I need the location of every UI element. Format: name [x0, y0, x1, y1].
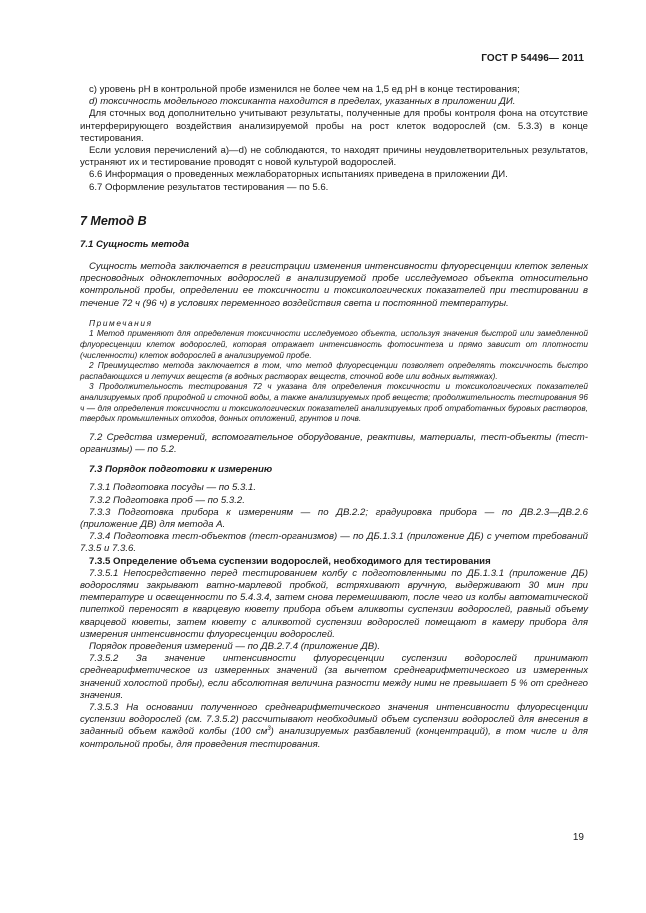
paragraph: Сущность метода заключается в регистрации изменения интенсивности флуоресценции клеток зеленых пресноводных одноклеточных водорослей в анализируемой пробе исследуемого объекта относительно контрольной пробы, определении ее токсичности и токсикологических показателей при тестировании в течение 72 ч (96 ч) в условиях переменного воздействия света и постоянной температуры.: [80, 261, 588, 309]
paragraph: 7.3.3 Подготовка прибора к измерениям — по ДВ.2.2; градуировка прибора — по ДВ.2.3—ДВ.2.6 (приложение ДВ) для метода А.: [80, 506, 588, 530]
note-item: 3 Продолжительность тестирования 72 ч указана для определения токсичности и токсикологических показателей анализируемых проб природной и сточной воды, а также анализируемых проб веществ; продолжительность тестирования 96 ч — для определения токсичности и токсикологических показателей анализируемых проб отработанных буровых растворов, твердых промышленных отходов, донных отложений, грунтов и почв.: [80, 381, 588, 424]
paragraph: c) уровень pH в контрольной пробе изменился не более чем на 1,5 ед pH в конце тестирования;: [89, 84, 520, 95]
subsection-heading: 7.3 Порядок подготовки к измерению: [89, 464, 273, 476]
section-heading: 7 Метод В: [80, 213, 147, 228]
note-item: 1 Метод применяют для определения токсичности исследуемого объекта, используя значения быстрой или замедленной флуоресценции клеток водорослей, которая отражает интенсивность фотосинтеза и прямо зависит от плотности (численности) клеток водорослей в анализируемой пробе.: [80, 328, 588, 360]
paragraph: Для сточных вод дополнительно учитывают результаты, полученные для пробы контроля фона на отсутствие интерферирующего воздействия анализируемой пробы на рост клеток водорослей (см. 5.3.3) в конце тестирования.: [80, 108, 588, 144]
page-number: 19: [572, 832, 584, 843]
paragraph: d) токсичность модельного токсиканта находится в пределах, указанных в приложении ДИ.: [89, 96, 516, 108]
note-item: 2 Преимущество метода заключается в том, что метод флуоресценции позволяет определять токсичность быстро распадающихся и летучих веществ (в водных растворах веществ, сточной воде или водных вытяжках).: [80, 360, 588, 381]
paragraph: 7.3.4 Подготовка тест-объектов (тест-организмов) — по ДБ.1.3.1 (приложение ДБ) с учетом требований 7.3.5 и 7.3.6.: [80, 531, 588, 555]
paragraph: 7.3.2 Подготовка проб — по 5.3.2.: [89, 494, 245, 506]
superscript: 3: [267, 726, 271, 733]
paragraph: 7.3.5.2 За значение интенсивности флуоресценции суспензии водорослей принимают среднеарифметическое из измеренных значений (за вычетом среднеарифметического из измеренных значений холостой пробы), если абсолютная величина разности между ними не превышает 5 % от среднего значения.: [80, 653, 588, 701]
paragraph: 6.7 Оформление результатов тестирования — по 5.6.: [89, 181, 329, 193]
paragraph: 7.2 Средства измерений, вспомогательное оборудование, реактивы, материалы, тест-объекты (тест-организмы) — по 5.2.: [80, 431, 588, 455]
paragraph: 7.3.5.1 Непосредственно перед тестированием колбу с подготовленными по ДБ.1.3.1 (приложение ДБ) водорослями закрывают ватно-марлевой пробкой, встряхивают вручную, выдерживают 30 мин при температуре и освещенности по 5.4.3.4, затем снова перемешивают, после чего из колбы автоматической пипеткой переносят в кварцевую кювету прибора объем аликвоты суспензии водорослей, равный объему кварцевой кюветы, затем кювету с аликвотой суспензии водорослей помещают в камеру прибора для измерения интенсивности флуоресценции водорослей.: [80, 567, 588, 640]
notes-block: [80, 318, 588, 424]
paragraph-text: 7.3.5.3 На основании полученного среднеарифметического значения интенсивности флуоресценции суспензии водорослей (см. 7.3.5.2) рассчитывают необходимый объем суспензии водорослей для внесения в заданный объем каждой колбы (100 см: [80, 702, 588, 738]
paragraph: 7.3.1 Подготовка посуды — по 5.3.1.: [89, 482, 256, 494]
paragraph-text: ) анализируемых разбавлений (концентраций), в том числе и для контрольной пробы, для проведения тестирования.: [80, 726, 588, 750]
page-content: [80, 84, 588, 751]
paragraph: [80, 702, 588, 751]
subsection-heading: 7.1 Сущность метода: [80, 238, 190, 250]
paragraph: Порядок проведения измерений — по ДВ.2.7.4 (приложение ДВ).: [89, 641, 380, 653]
standard-header: ГОСТ Р 54496— 2011: [481, 53, 584, 64]
paragraph: 6.6 Информация о проведенных межлабораторных испытаниях приведена в приложении ДИ.: [89, 169, 508, 181]
notes-title: Примечания: [89, 317, 153, 328]
paragraph: Если условия перечислений a)—d) не соблюдаются, то находят причины неудовлетворительных результатов, устраняют их и тестирование проводят с новой культурой водорослей.: [80, 145, 588, 169]
subsection-heading: 7.3.5 Определение объема суспензии водорослей, необходимого для тестирования: [89, 555, 491, 567]
